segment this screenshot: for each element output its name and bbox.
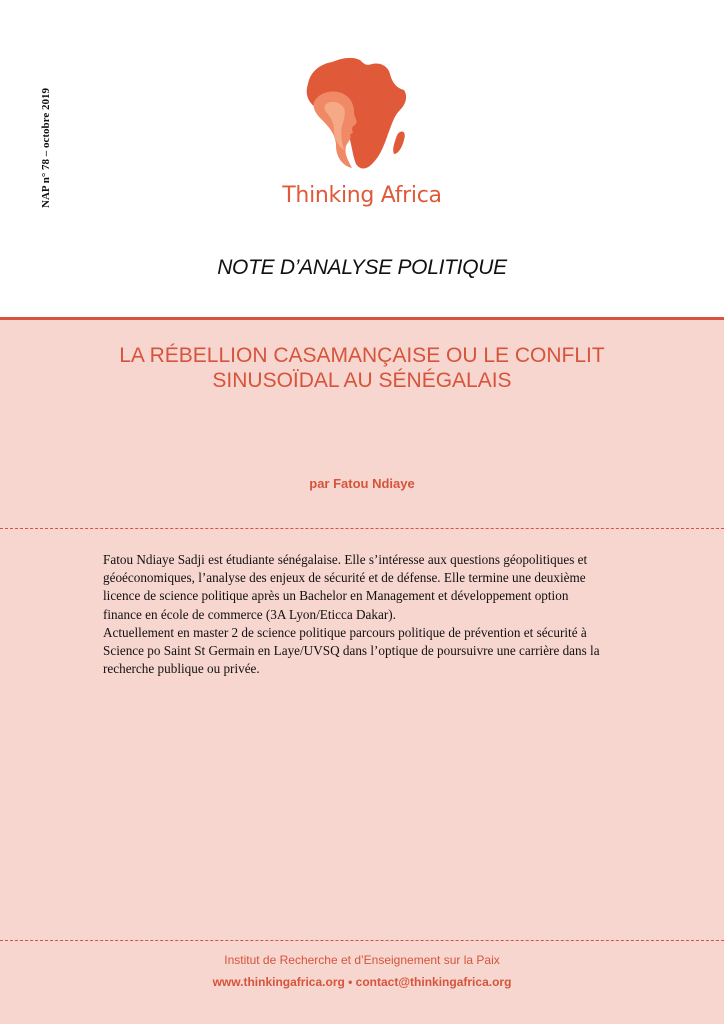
bio-line: géoéconomiques, l’analyse des enjeux de sécurité et de défense. Elle termine une deuxième: [103, 570, 586, 586]
face-highlight-shape: [325, 102, 345, 150]
document-type-heading: NOTE D’ANALYSE POLITIQUE: [217, 256, 507, 279]
divider-top: [0, 528, 724, 529]
title-line-1: LA RÉBELLION CASAMANÇAISE OU LE CONFLIT: [119, 344, 605, 367]
author-byline: par Fatou Ndiaye: [309, 476, 415, 491]
title-line-2: SINUSOÏDAL AU SÉNÉGALAIS: [212, 369, 512, 392]
issue-label: NAP n° 78 – octobre 2019: [40, 88, 52, 208]
brand-name: Thinking Africa: [282, 183, 442, 208]
bio-line: recherche publique ou privée.: [103, 661, 260, 677]
contact-links[interactable]: www.thinkingafrica.org • contact@thinkingafrica.org: [212, 975, 512, 989]
document-title: [0, 343, 724, 393]
institute-name: Institut de Recherche et d’Enseignement sur la Paix: [224, 953, 500, 967]
bio-line: Fatou Ndiaye Sadji est étudiante sénégalaise. Elle s’intéresse aux questions géopolitiques et: [103, 552, 588, 567]
bio-line: finance en école de commerce (3A Lyon/Eticca Dakar).: [103, 606, 396, 622]
madagascar-shape: [393, 131, 405, 154]
bio-line: Science po Saint St Germain en Laye/UVSQ dans l’optique de poursuivre une carrière dans la: [103, 643, 600, 659]
author-bio: [103, 551, 633, 678]
bio-line: licence de science politique après un Bachelor en Management et développement option: [103, 588, 569, 604]
bio-line: Actuellement en master 2 de science politique parcours politique de prévention et sécurité à: [103, 624, 587, 640]
africa-logo-icon: [296, 50, 416, 180]
divider-bottom: [0, 940, 724, 941]
